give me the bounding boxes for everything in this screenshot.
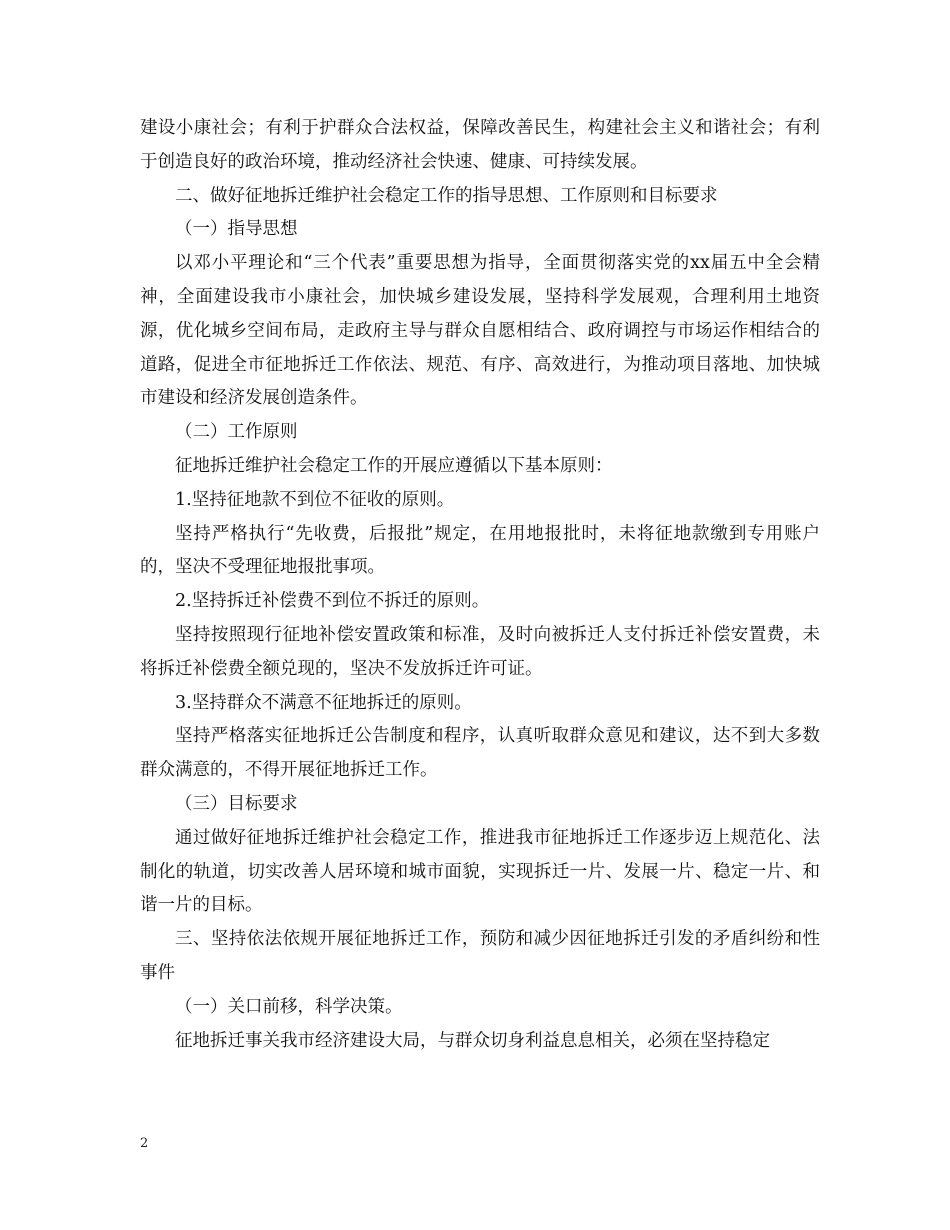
principle-item: 3.坚持群众不满意不征地拆迁的原则。 — [175, 692, 472, 713]
paragraph: 建设小康社会；有利于护群众合法权益，保障改善民生，构建社会主义和谐社会；有利于创造良好的政治环境，推动经济社会快速、健康、可持续发展。 — [140, 118, 820, 172]
paragraph: 征地拆迁事关我市经济建设大局，与群众切身利益息息相关，必须在坚持稳定 — [175, 1030, 770, 1051]
paragraph: 以邓小平理论和“三个代表”重要思想为指导，全面贯彻落实党的xx届五中全会精神，全面建设我市小康社会，加快城乡建设发展，坚持科学发展观，合理利用土地资源，优化城乡空间布局，走政府主导与群众自愿相结合、政府调控与市场运作相结合的道路，促进全市征地拆迁工作依法、规范、有序、高效进行，为推动项目落地、加快城市建设和经济发展创造条件。 — [140, 253, 820, 409]
subsection-heading: （三）目标要求 — [175, 793, 298, 814]
section-heading: 二、做好征地拆迁维护社会稳定工作的指导思想、工作原则和目标要求 — [175, 185, 718, 206]
document-body — [140, 112, 820, 1058]
paragraph: 坚持严格执行“先收费，后报批”规定，在用地报批时，未将征地款缴到专用账户的，坚决不受理征地报批事项。 — [140, 523, 820, 578]
subsection-heading: （一）关口前移，科学决策。 — [175, 996, 403, 1017]
section-heading: 三、坚持依法依规开展征地拆迁工作，预防和减少因征地拆迁引发的矛盾纠纷和性事件 — [140, 929, 820, 983]
subsection-heading: （二）工作原则 — [175, 422, 298, 443]
principle-item: 1.坚持征地款不到位不征收的原则。 — [175, 489, 455, 510]
paragraph: 征地拆迁维护社会稳定工作的开展应遵循以下基本原则： — [175, 455, 613, 476]
principle-item: 2.坚持拆迁补偿费不到位不拆迁的原则。 — [175, 591, 490, 612]
paragraph: 坚持按照现行征地补偿安置政策和标准，及时向被拆迁人支付拆迁补偿安置费，未将拆迁补偿费全额兑现的，坚决不发放拆迁许可证。 — [140, 624, 820, 679]
subsection-heading: （一）指导思想 — [175, 219, 298, 240]
paragraph: 通过做好征地拆迁维护社会稳定工作，推进我市征地拆迁工作逐步迈上规范化、法制化的轨道，切实改善人居环境和城市面貌，实现拆迁一片、发展一片、稳定一片、和谐一片的目标。 — [140, 827, 820, 916]
page-number: 2 — [140, 1136, 149, 1151]
paragraph: 坚持严格落实征地拆迁公告制度和程序，认真听取群众意见和建议，达不到大多数群众满意的，不得开展征地拆迁工作。 — [140, 726, 820, 781]
